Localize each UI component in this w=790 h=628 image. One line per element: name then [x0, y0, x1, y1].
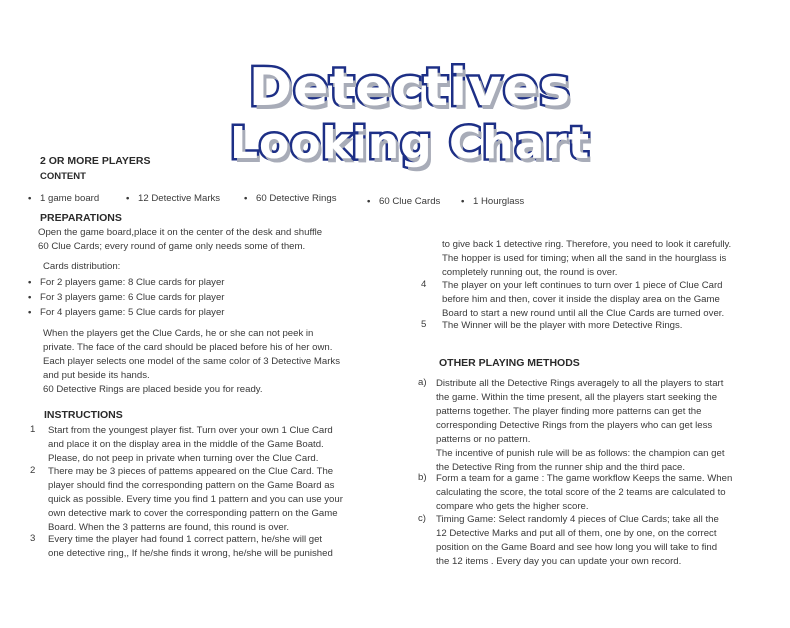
instruction-number: 5	[421, 319, 427, 330]
content-heading: CONTENT	[40, 171, 86, 182]
instruction-item: There may be 3 pieces of pattems appeared on the Clue Card. The player should find the corresponding pattern on the Game Board as quick as possible. Every time you find 1 pattern and you can use your own detective mark to cover the corresponding pattern on the Game Board. When the 3 patterns are found, this round is over.	[48, 466, 343, 533]
method-item: Timing Game: Select randomly 4 pieces of Clue Cards; take all the 12 Detective Marks and put all of them, one by one, on the correct position on the Game Board and see how long you will take to find the 12 items . Every day you can update your own record.	[436, 514, 719, 567]
method-item: Distribute all the Detective Rings averagely to all the players to start the game. Within the time present, all the players start seeking the patterns together. The player finding more patterns can get the corresponding Detective Rings from the players who can get less patterns or no pattern. The incentive of punish rule will be as follows: the champion can get the Detective Ring from the runner ship and the third pace.	[436, 378, 725, 473]
instruction-number: 2	[30, 465, 36, 476]
instruction-item: Every time the player had found 1 correct pattern, he/she will get one detective ring,, If he/she finds it wrong, he/she will be punished	[48, 534, 333, 559]
content-item: • 1 Hourglass	[473, 195, 524, 209]
instruction-number: 4	[421, 279, 427, 290]
preparations-heading: PREPARATIONS	[40, 212, 122, 224]
instruction-continued: to give back 1 detective ring. Therefore, you need to look it carefully. The hopper is used for timing; when all the sand in the hourglass is completely running out, the round is over.	[442, 239, 732, 278]
distribution-item: • For 3 players game: 6 Clue cards for player	[40, 291, 225, 305]
preparations-note: When the players get the Clue Cards, he or she can not peek in private. The face of the card should be placed before his of her own. Each player selects one model of the same color of 3 Detective Marks and put beside its hands. 60 Detective Rings are placed beside you for ready.	[43, 328, 341, 395]
title-line-1: Detectives	[248, 58, 572, 118]
content-item: • 60 Detective Rings	[256, 192, 337, 206]
content-item: • 1 game board	[40, 192, 99, 206]
instructions-heading: INSTRUCTIONS	[44, 409, 123, 421]
instruction-number: 1	[30, 424, 36, 435]
other-methods-heading: OTHER PLAYING METHODS	[439, 357, 580, 369]
method-label: a)	[418, 377, 427, 388]
method-label: c)	[418, 513, 426, 524]
title-line-2: Looking Chart	[229, 118, 590, 169]
instruction-item: The player on your left continues to turn over 1 piece of Clue Card before him and then, cover it inside the display area on the Game Board to start a new round until all the Clue Cards are turned over.	[442, 280, 725, 319]
content-item: • 12 Detective Marks	[138, 192, 220, 206]
instruction-number: 3	[30, 533, 36, 544]
preparations-text: Open the game board,place it on the center of the desk and shuffle 60 Clue Cards; every round of game only needs some of them.	[38, 227, 323, 252]
instruction-item: The Winner will be the player with more Detective Rings.	[442, 320, 683, 331]
instruction-item: Start from the youngest player fist. Turn over your own 1 Clue Card and place it on the display area in the middle of the Game Boatd. Please, do not peep in private when turning over the Clue Card.	[48, 425, 333, 464]
distribution-item: • For 2 players game: 8 Clue cards for player	[40, 276, 225, 290]
method-item: Form a team for a game : The game workflow Keeps the same. When calculating the score, the total score of the 2 teams are calculated to compare who gets the higher score.	[436, 473, 733, 512]
content-item: • 60 Clue Cards	[379, 195, 440, 209]
distribution-item: • For 4 players game: 5 Clue cards for player	[40, 306, 225, 320]
players-heading: 2 OR MORE PLAYERS	[40, 155, 151, 167]
distribution-label: Cards distribution:	[43, 261, 121, 272]
method-label: b)	[418, 472, 427, 483]
